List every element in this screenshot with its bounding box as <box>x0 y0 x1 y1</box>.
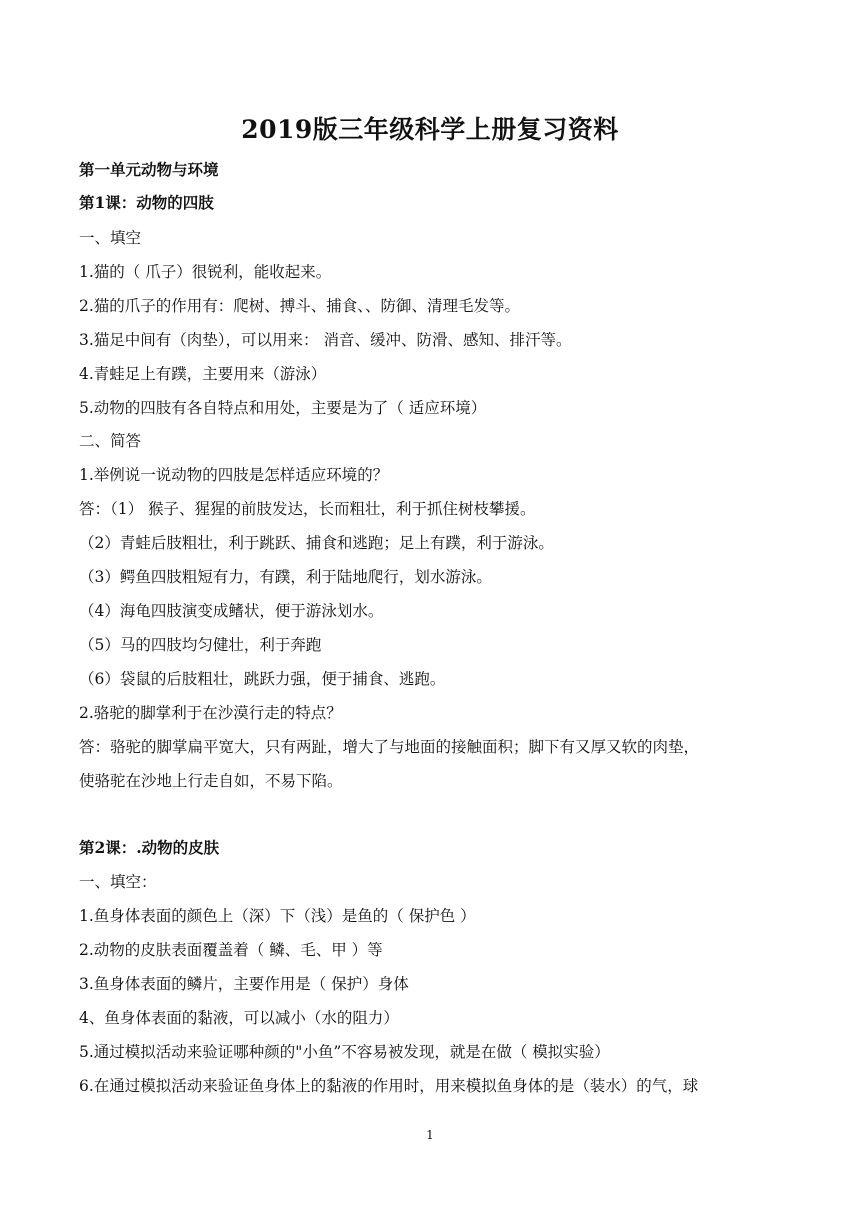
text-line: 5.通过模拟活动来验证哪种颜的"小鱼”不容易被发现，就是在做（ 模拟实验） <box>79 1043 610 1061</box>
text-line: 1.猫的（ 爪子）很锐利，能收起来。 <box>79 263 332 281</box>
section-heading: 二、简答 <box>79 432 142 450</box>
section-heading: 一、填空 <box>79 229 142 247</box>
text-line: （2）青蛙后肢粗壮，利于跳跃、捕食和逃跑；足上有蹼，利于游泳。 <box>79 534 554 552</box>
page-number: 1 <box>426 1128 434 1142</box>
text-line: （4）海龟四肢演变成鳍状，便于游泳划水。 <box>79 602 384 620</box>
text-line: 答：骆驼的脚掌扁平宽大，只有两趾，增大了与地面的接触面积；脚下有又厚又软的肉垫， <box>79 738 700 756</box>
text-line: （6）袋鼠的后肢粗壮，跳跃力强，便于捕食、逃跑。 <box>79 670 446 688</box>
text-line: 2.猫的爪子的作用有：爬树、搏斗、捕食、、防御、清理毛发等。 <box>79 297 521 315</box>
text-line: 5.动物的四肢有各自特点和用处，主要是为了（ 适应环境） <box>79 399 487 417</box>
section-heading: 一、填空： <box>79 873 157 891</box>
lesson-heading: 第1课：动物的四肢 <box>79 193 214 212</box>
text-line: 2.骆驼的脚掌利于在沙漠行走的特点？ <box>79 704 342 722</box>
lesson-heading: 第2课：.动物的皮肤 <box>79 838 220 857</box>
text-line: （3）鳄鱼四肢粗短有力，有蹼，利于陆地爬行，划水游泳。 <box>79 568 492 586</box>
text-line: 3.猫足中间有（肉垫），可以用来： 消音、缓冲、防滑、感知、排汗等。 <box>79 331 572 349</box>
text-line: （5）马的四肢均匀健壮，利于奔跑 <box>79 636 322 654</box>
text-line: 4.青蛙足上有蹼，主要用来（游泳） <box>79 365 327 383</box>
text-line: 3.鱼身体表面的鳞片，主要作用是（ 保护）身体 <box>79 975 409 993</box>
text-line: 1.举例说一说动物的四肢是怎样适应环境的？ <box>79 466 389 484</box>
text-line: 答：（1） 猴子、猩猩的前肢发达，长而粗壮，利于抓住树枝攀援。 <box>79 500 536 518</box>
document-title: 2019版三年级科学上册复习资料 <box>241 115 619 144</box>
text-line: 4、鱼身体表面的黏液，可以减小（水的阻力） <box>79 1009 399 1027</box>
text-line: 6.在通过模拟活动来验证鱼身体上的黏液的作用时，用来模拟鱼身体的是（装水）的气，球 <box>79 1077 699 1095</box>
text-line: 使骆驼在沙地上行走自如，不易下陷。 <box>79 772 343 790</box>
unit-heading: 第一单元动物与环境 <box>79 160 219 179</box>
text-line: 1.鱼身体表面的颜色上（深）下（浅）是鱼的（ 保护色 ） <box>79 907 476 925</box>
text-line: 2.动物的皮肤表面覆盖着（ 鳞、毛、甲 ）等 <box>79 941 383 959</box>
